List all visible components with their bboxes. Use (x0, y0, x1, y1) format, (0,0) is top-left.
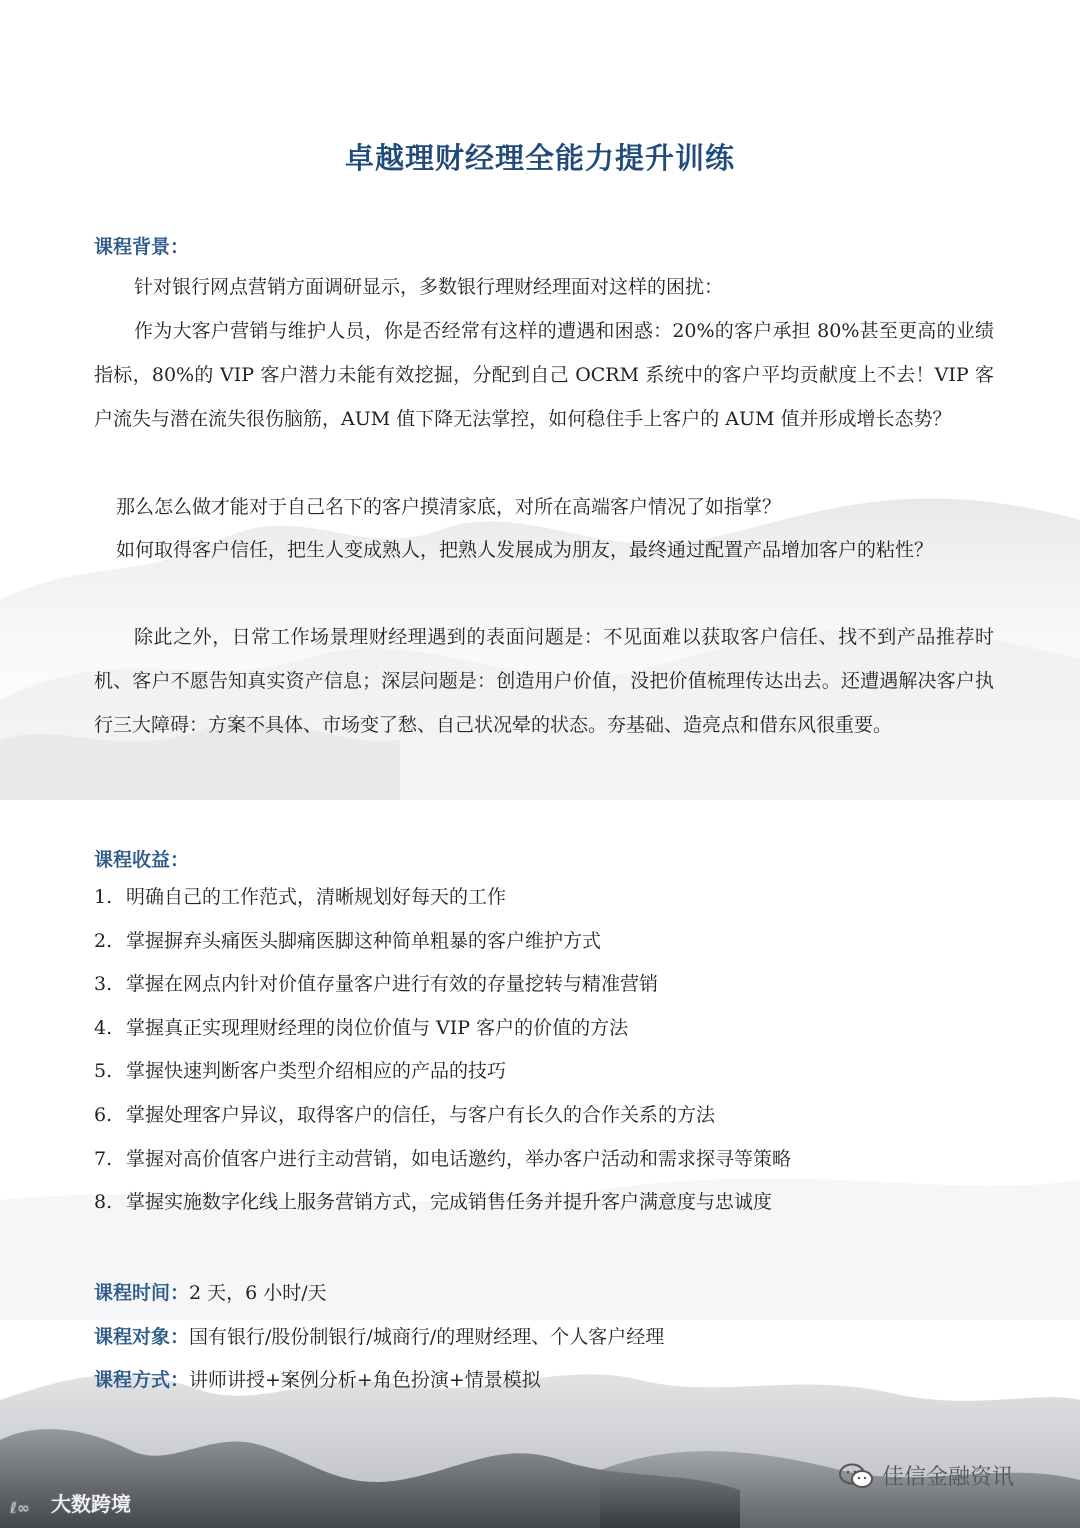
benefits-list (94, 876, 791, 1225)
background-paragraph-1: 针对银行网点营销方面调研显示，多数银行理财经理面对这样的困扰： (134, 276, 724, 298)
background-paragraph-4: 如何取得客户信任，把生人变成熟人，把熟人发展成为朋友，最终通过配置产品增加客户的粘性？ (116, 539, 934, 561)
list-item (94, 1094, 791, 1138)
course-time-label: 课程时间： (94, 1282, 190, 1304)
list-item-text: 掌握处理客户异议，取得客户的信任，与客户有长久的合作关系的方法 (126, 1103, 716, 1126)
course-method-label: 课程方式： (94, 1369, 190, 1391)
list-item-text: 明确自己的工作范式，清晰规划好每天的工作 (126, 886, 507, 908)
left-watermark-text: 大数跨境 (50, 1492, 131, 1516)
wechat-icon (838, 1462, 874, 1490)
list-item (94, 1181, 791, 1225)
list-item-number: 6. (94, 1103, 113, 1126)
logo-mark-icon (10, 1497, 44, 1515)
list-item-number: 5. (94, 1060, 113, 1083)
background-paragraph-2: 作为大客户营销与维护人员，你是否经常有这样的遭遇和困惑：20%的客户承担 80%甚至更高的业绩指标，80%的 VIP 客户潜力未能有效挖掘，分配到自己 OCRM 系统中的客户平均贡献度上不去！VIP 客户流失与潜在流失很伤脑筋，AUM 值下降无法掌控，如何稳住手上客户的 AUM 值并形成增长态势？ (94, 320, 994, 430)
course-audience (94, 1322, 664, 1349)
benefits-heading: 课程收益： (94, 849, 190, 871)
svg-text:ℓ∞: ℓ∞ (10, 1498, 30, 1516)
list-item-text: 掌握摒弃头痛医头脚痛医脚这种简单粗暴的客户维护方式 (126, 929, 602, 952)
course-method-value: 讲师讲授+案例分析+角色扮演+情景模拟 (189, 1369, 541, 1391)
list-item-number: 1. (94, 886, 113, 908)
list-item-text: 掌握快速判断客户类型介绍相应的产品的技巧 (126, 1060, 507, 1083)
list-item-text: 掌握对高价值客户进行主动营销，如电话邀约，举办客户活动和需求探寻等策略 (126, 1147, 792, 1170)
course-audience-value: 国有银行/股份制银行/城商行/的理财经理、个人客户经理 (189, 1326, 665, 1348)
list-item (94, 876, 791, 920)
list-item-number: 7. (94, 1147, 113, 1170)
list-item-number: 3. (94, 973, 113, 996)
list-item-number: 2. (94, 929, 113, 952)
right-watermark (838, 1460, 1014, 1491)
background-paragraph-5: 除此之外，日常工作场景理财经理遇到的表面问题是：不见面难以获取客户信任、找不到产品推荐时机、客户不愿告知真实资产信息；深层问题是：创造用户价值，没把价值梳理传达出去。还遭遇解决客户执行三大障碍：方案不具体、市场变了愁、自己状况晕的状态。夯基础、造亮点和借东风很重要。 (94, 626, 994, 736)
list-item-text: 掌握在网点内针对价值存量客户进行有效的存量挖转与精准营销 (126, 973, 659, 996)
course-method (94, 1365, 541, 1392)
list-item (94, 963, 791, 1007)
page-title: 卓越理财经理全能力提升训练 (344, 141, 735, 175)
left-watermark (10, 1488, 131, 1517)
background-heading: 课程背景： (94, 236, 190, 258)
list-item-number: 4. (94, 1016, 113, 1039)
background-paragraph-3: 那么怎么做才能对于自己名下的客户摸清家底，对所在高端客户情况了如指掌？ (116, 496, 782, 518)
course-time-value: 2 天，6 小时/天 (189, 1282, 327, 1304)
course-time (94, 1278, 327, 1305)
list-item-number: 8. (94, 1191, 113, 1214)
list-item-text: 掌握实施数字化线上服务营销方式，完成销售任务并提升客户满意度与忠诚度 (126, 1191, 773, 1214)
list-item (94, 1007, 791, 1051)
right-watermark-text: 佳信金融资讯 (882, 1465, 1015, 1490)
list-item (94, 920, 791, 964)
list-item (94, 1050, 791, 1094)
list-item (94, 1138, 791, 1182)
list-item-text: 掌握真正实现理财经理的岗位价值与 VIP 客户的价值的方法 (126, 1016, 629, 1039)
course-audience-label: 课程对象： (94, 1326, 190, 1348)
